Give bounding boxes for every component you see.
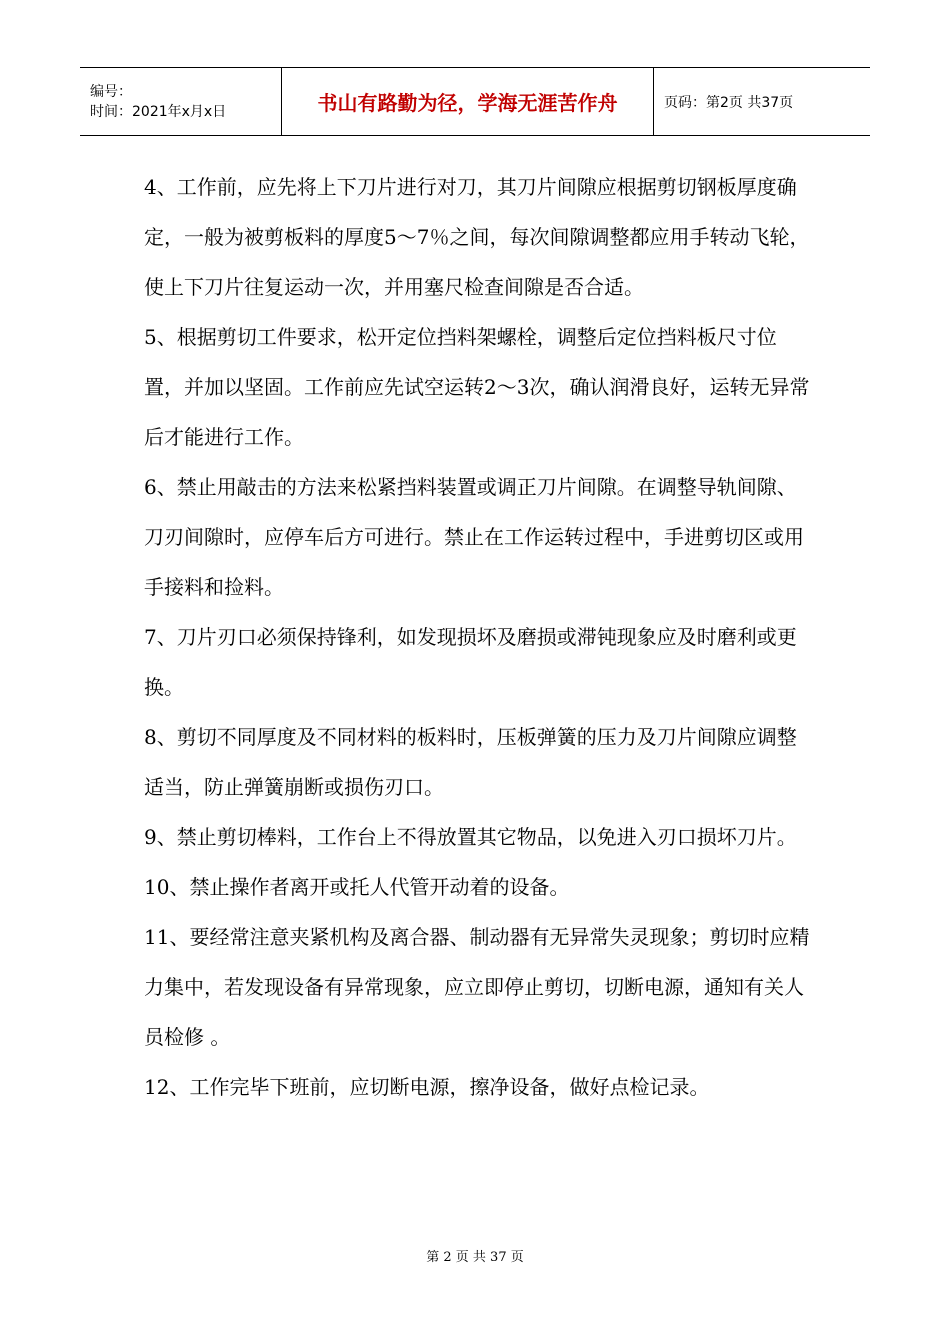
header-page-info: 页码：第2页 共37页 <box>664 94 794 111</box>
page-footer <box>0 1246 950 1265</box>
footer-page-number: 第 2 页 共 37 页 <box>426 1250 524 1265</box>
document-number-label: 编号： <box>90 83 132 100</box>
paragraph-4: 4、工作前，应先将上下刀片进行对刀，其刀片间隙应根据剪切钢板厚度确定，一般为被剪板料的厚度5～7％之间，每次间隙调整都应用手转动飞轮，使上下刀片往复运动一次，并用塞尺检查间隙是否合适。 <box>144 175 810 299</box>
document-body <box>144 162 812 1112</box>
paragraph-10: 10、禁止操作者离开或托人代管开动着的设备。 <box>144 875 570 899</box>
header-motto: 书山有路勤为径，学海无涯苦作舟 <box>317 91 618 115</box>
paragraph-9: 9、禁止剪切棒料，工作台上不得放置其它物品，以免进入刃口损坏刀片。 <box>144 825 797 849</box>
header-page-cell <box>654 68 870 135</box>
document-date: 时间：2021年x月x日 <box>90 103 227 120</box>
paragraph-11: 11、要经常注意夹紧机构及离合器、制动器有无异常失灵现象；剪切时应精力集中，若发现设备有异常现象，应立即停止剪切，切断电源，通知有关人员检修 。 <box>144 925 810 1049</box>
paragraph-12: 12、工作完毕下班前，应切断电源，擦净设备，做好点检记录。 <box>144 1075 710 1099</box>
header-motto-cell <box>282 68 654 135</box>
paragraph-8: 8、剪切不同厚度及不同材料的板料时，压板弹簧的压力及刀片间隙应调整适当，防止弹簧崩断或损伤刃口。 <box>144 725 797 799</box>
paragraph-7: 7、刀片刃口必须保持锋利，如发现损坏及磨损或滞钝现象应及时磨利或更换。 <box>144 625 797 699</box>
header-meta-cell <box>80 68 282 135</box>
page-header <box>80 67 870 136</box>
paragraph-6: 6、禁止用敲击的方法来松紧挡料装置或调正刀片间隙。在调整导轨间隙、刀刃间隙时，应停车后方可进行。禁止在工作运转过程中，手进剪切区或用手接料和捡料。 <box>144 475 804 599</box>
paragraph-5: 5、根据剪切工件要求，松开定位挡料架螺栓，调整后定位挡料板尺寸位置，并加以坚固。工作前应先试空运转2～3次，确认润滑良好，运转无异常后才能进行工作。 <box>144 325 810 449</box>
